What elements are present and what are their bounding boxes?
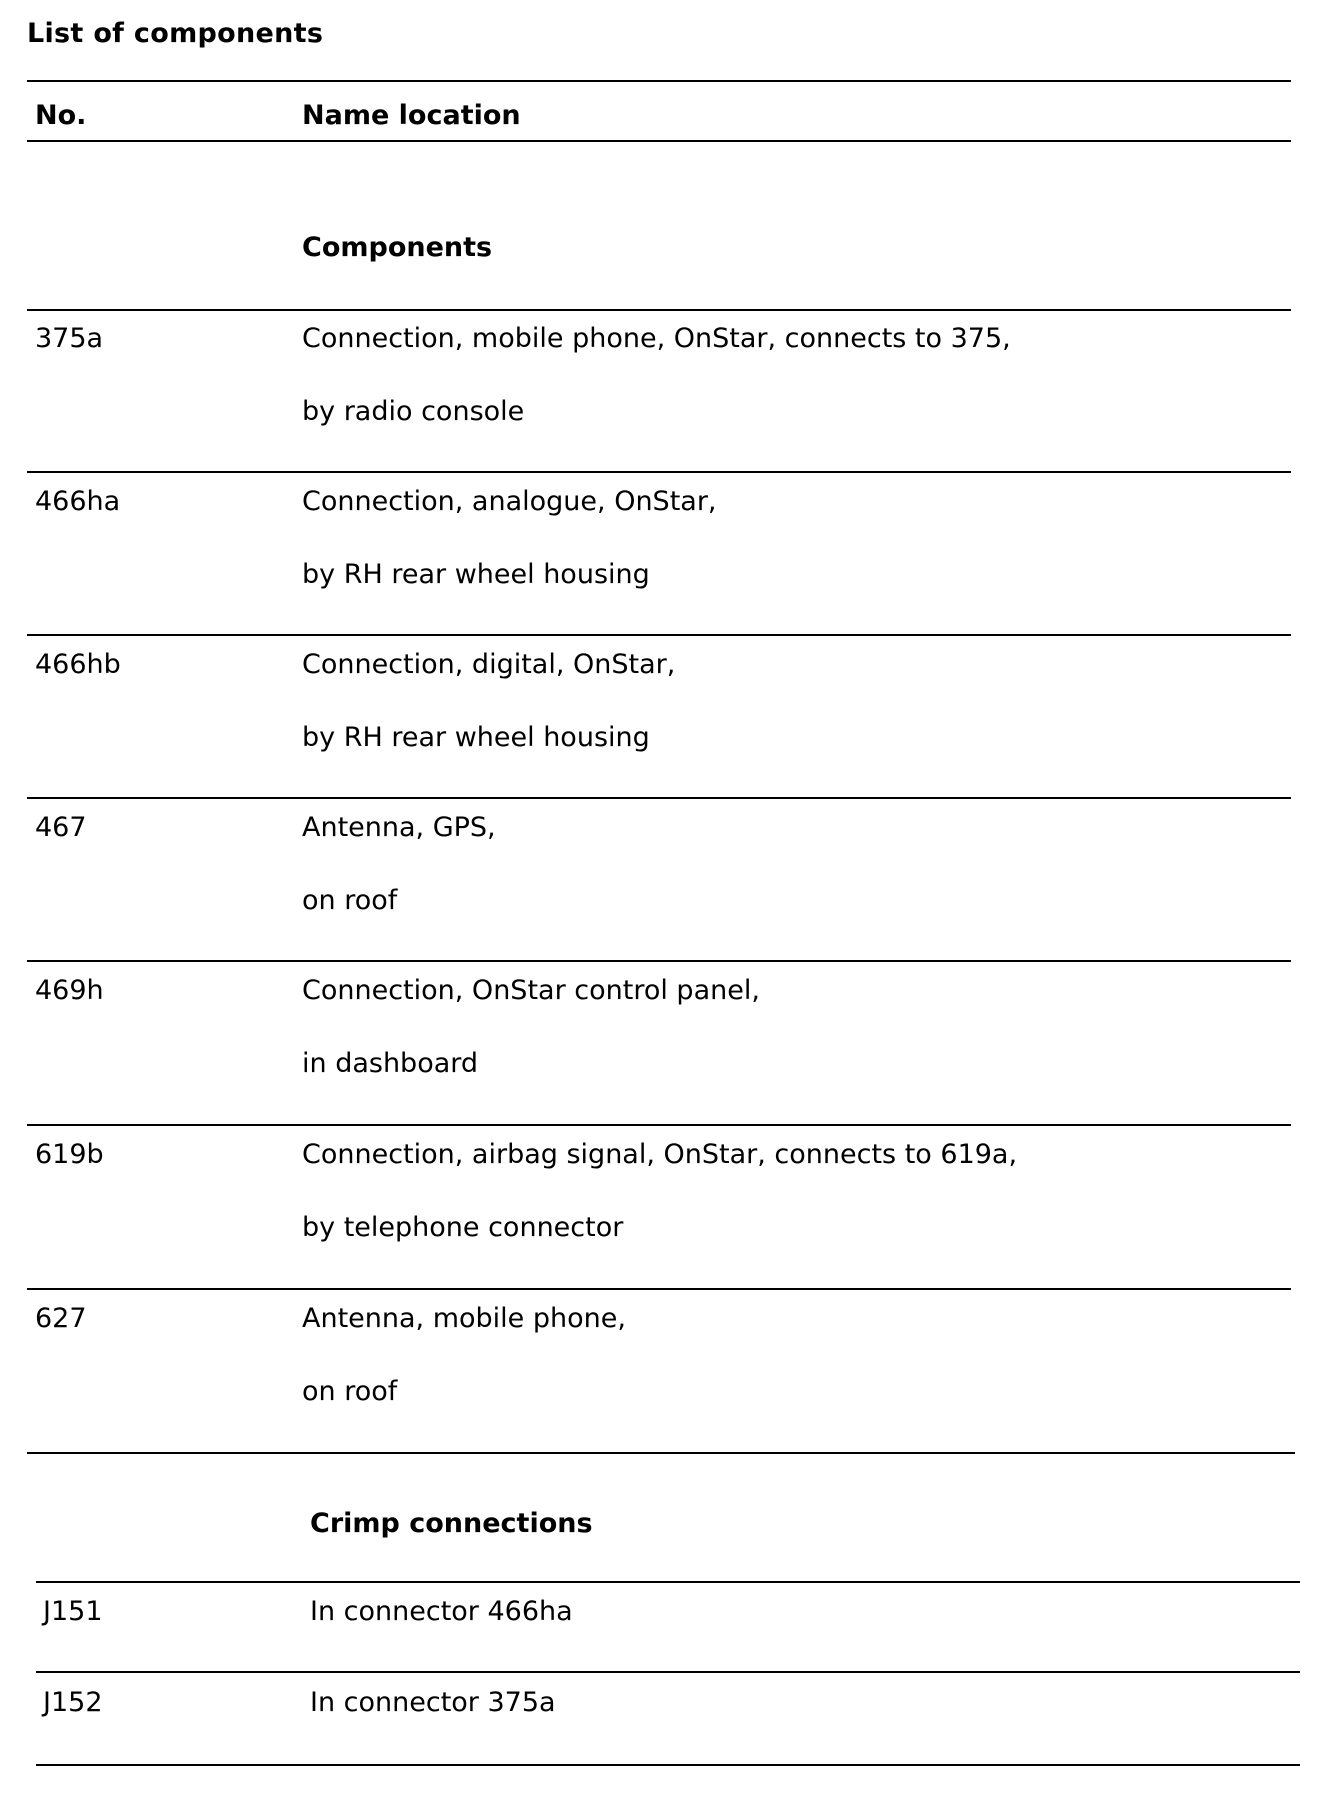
row-divider bbox=[27, 309, 1291, 311]
row-number: 619b bbox=[35, 1139, 104, 1170]
row-name: Antenna, GPS, bbox=[302, 812, 496, 843]
column-header-name-location: Name location bbox=[302, 100, 521, 131]
row-number: 467 bbox=[35, 812, 87, 843]
row-name: Connection, airbag signal, OnStar, connects to 619a, bbox=[302, 1139, 1018, 1170]
row-number: 466hb bbox=[35, 649, 121, 680]
row-number: 466ha bbox=[35, 486, 121, 517]
row-number: J152 bbox=[43, 1687, 103, 1718]
row-location: on roof bbox=[302, 885, 398, 916]
section-divider bbox=[27, 1452, 1295, 1454]
row-location: by RH rear wheel housing bbox=[302, 722, 650, 753]
row-divider bbox=[27, 634, 1291, 636]
row-number: 375a bbox=[35, 323, 104, 354]
row-divider bbox=[27, 1124, 1291, 1126]
row-divider bbox=[36, 1581, 1300, 1583]
row-name: In connector 375a bbox=[310, 1687, 556, 1718]
row-number: 469h bbox=[35, 975, 104, 1006]
row-divider bbox=[27, 960, 1291, 962]
row-location: in dashboard bbox=[302, 1048, 479, 1079]
row-number: J151 bbox=[43, 1596, 103, 1627]
row-divider bbox=[27, 797, 1291, 799]
row-name: Connection, OnStar control panel, bbox=[302, 975, 760, 1006]
row-location: by radio console bbox=[302, 396, 525, 427]
document-title: List of components bbox=[27, 18, 324, 49]
table-bottom-rule bbox=[36, 1764, 1300, 1766]
row-name: Connection, mobile phone, OnStar, connects to 375, bbox=[302, 323, 1011, 354]
column-header-no: No. bbox=[35, 100, 87, 131]
header-top-rule bbox=[27, 80, 1291, 82]
row-name: In connector 466ha bbox=[310, 1596, 573, 1627]
row-name: Antenna, mobile phone, bbox=[302, 1303, 626, 1334]
row-number: 627 bbox=[35, 1303, 87, 1334]
row-name: Connection, digital, OnStar, bbox=[302, 649, 676, 680]
row-divider bbox=[36, 1671, 1300, 1673]
row-divider bbox=[27, 1288, 1291, 1290]
row-location: by RH rear wheel housing bbox=[302, 559, 650, 590]
row-location: by telephone connector bbox=[302, 1212, 624, 1243]
row-name: Connection, analogue, OnStar, bbox=[302, 486, 717, 517]
row-location: on roof bbox=[302, 1376, 398, 1407]
header-bottom-rule bbox=[27, 140, 1291, 142]
section-heading-components: Components bbox=[302, 232, 493, 263]
section-heading-crimp-connections: Crimp connections bbox=[310, 1508, 593, 1539]
row-divider bbox=[27, 471, 1291, 473]
